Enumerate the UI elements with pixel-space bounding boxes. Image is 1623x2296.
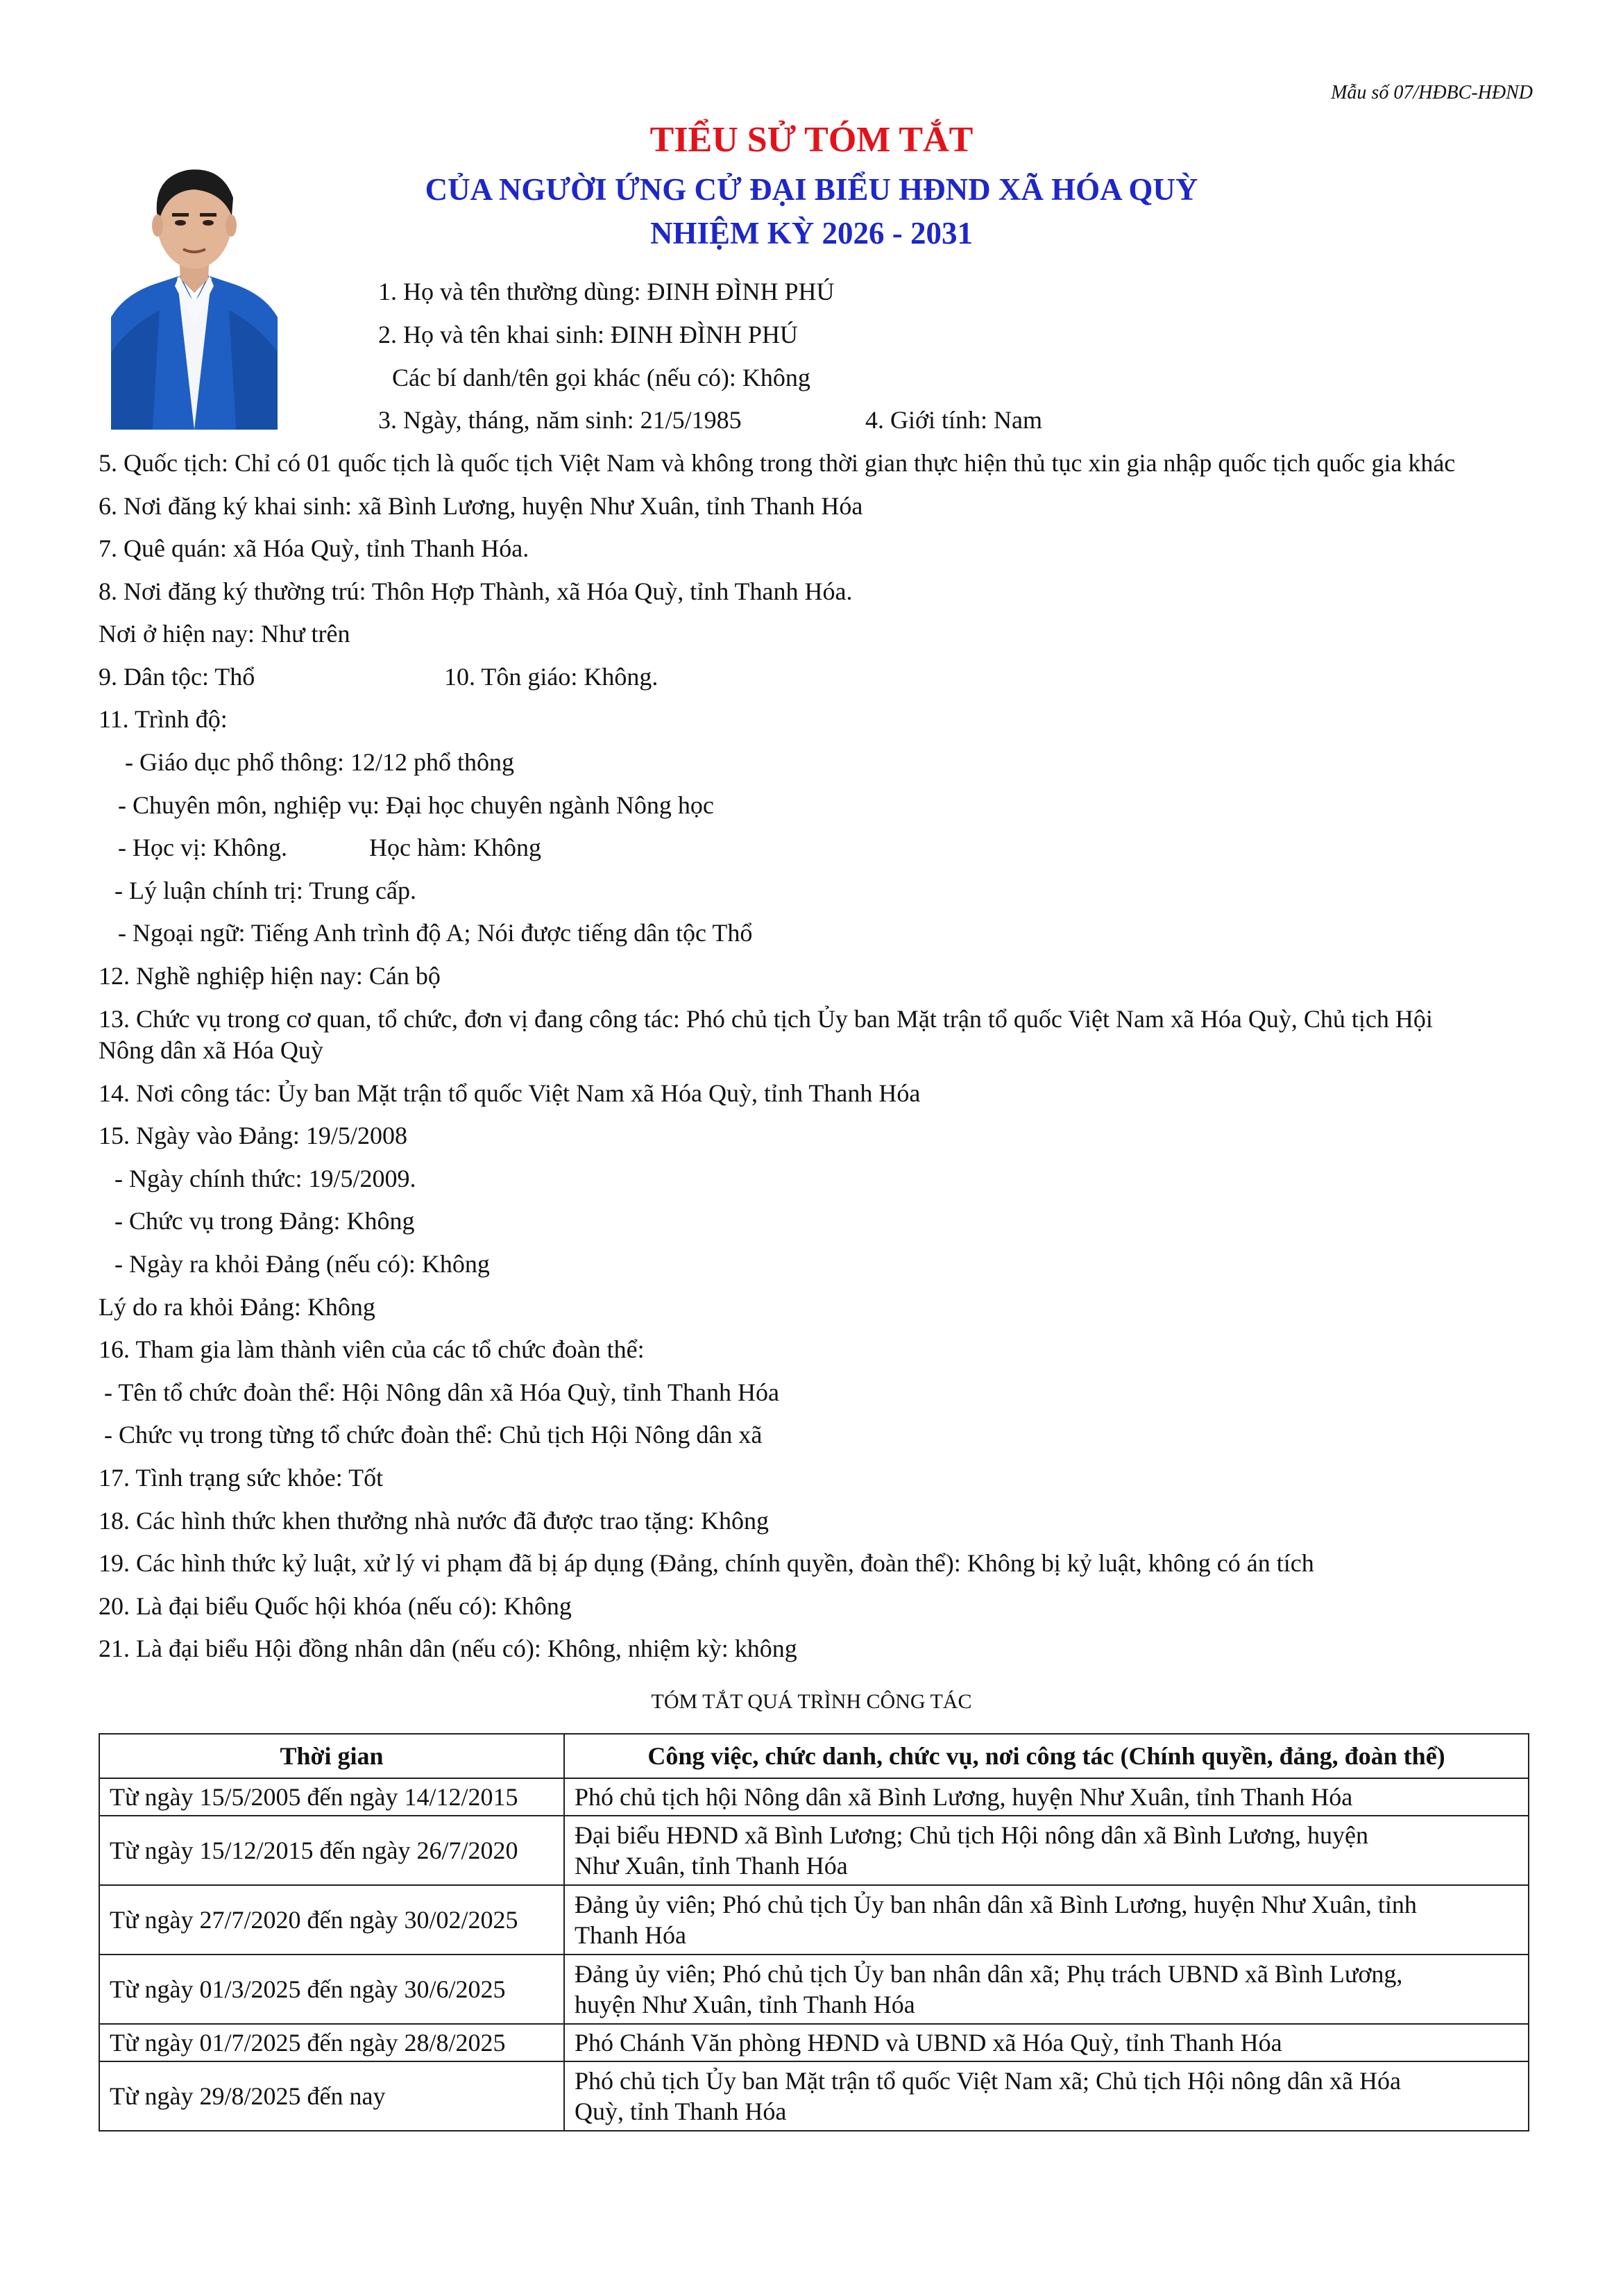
document-subtitle: CỦA NGƯỜI ỨNG CỬ ĐẠI BIỂU HĐND XÃ HÓA QUỲ [425,172,1198,207]
item-health: 17. Tình trạng sức khỏe: Tốt [99,1464,384,1492]
cell-duties-line: Quỳ, tỉnh Thanh Hóa [575,2097,787,2125]
table-row [99,2024,1529,2061]
form-code: Mẫu số 07/HĐBC-HĐND [1331,82,1533,103]
cell-duties [564,1885,1529,1955]
item-party-join-date: 15. Ngày vào Đảng: 19/5/2008 [99,1122,407,1149]
item-birth-name: 2. Họ và tên khai sinh: ĐINH ĐÌNH PHÚ [378,321,798,348]
cell-duties-line: Đại biểu HĐND xã Bình Lương; Chủ tịch Hội nông dân xã Bình Lương, huyện [575,1821,1368,1849]
table-row [99,1955,1529,2024]
cell-duties [564,1955,1529,2024]
item-political-theory: - Lý luận chính trị: Trung cấp. [114,877,416,904]
item-party-leave-date: - Ngày ra khỏi Đảng (nếu có): Không [114,1250,490,1278]
item-education-heading: 11. Trình độ: [99,705,228,733]
cell-duties-line: Đảng ủy viên; Phó chủ tịch Ủy ban nhân dân xã Bình Lương, huyện Như Xuân, tỉnh [575,1891,1417,1918]
item-gender: 4. Giới tính: Nam [865,406,1043,434]
item-position: 13. Chức vụ trong cơ quan, tổ chức, đơn vị đang công tác: Phó chủ tịch Ủy ban Mặt trận tổ quốc Việt Nam xã Hóa Quỳ, Chủ tịch Hội [99,1005,1433,1033]
item-people-council: 21. Là đại biểu Hội đồng nhân dân (nếu có): Không, nhiệm kỳ: không [99,1635,797,1662]
item-profession: - Chuyên môn, nghiệp vụ: Đại học chuyên ngành Nông học [118,791,714,819]
item-national-assembly: 20. Là đại biểu Quốc hội khóa (nếu có): Không [99,1592,572,1620]
item-party-official-date: - Ngày chính thức: 19/5/2009. [114,1165,416,1192]
item-party-position: - Chức vụ trong Đảng: Không [114,1207,415,1235]
cell-duties-line: Phó Chánh Văn phòng HĐND và UBND xã Hóa Quỳ, tỉnh Thanh Hóa [575,2029,1282,2057]
item-organization-position: - Chức vụ trong từng tổ chức đoàn thể: Chủ tịch Hội Nông dân xã [104,1421,763,1449]
item-general-education: - Giáo dục phổ thông: 12/12 phổ thông [125,748,514,776]
item-religion: 10. Tôn giáo: Không. [444,663,658,691]
document-title: TIỂU SỬ TÓM TẮT [649,120,974,160]
item-birth-date: 3. Ngày, tháng, năm sinh: 21/5/1985 [378,406,742,434]
item-discipline: 19. Các hình thức kỷ luật, xử lý vi phạm đã bị áp dụng (Đảng, chính quyền, đoàn thể): Không bị kỷ luật, không có án tích [99,1549,1314,1577]
item-current-residence: Nơi ở hiện nay: Như trên [99,620,350,648]
header-period: Thời gian [99,1734,564,1778]
cell-duties-line: huyện Như Xuân, tỉnh Thanh Hóa [575,1991,915,2018]
item-foreign-language: - Ngoại ngữ: Tiếng Anh trình độ A; Nói được tiếng dân tộc Thổ [118,919,753,947]
table-row [99,1778,1529,1816]
cell-period: Từ ngày 29/8/2025 đến nay [99,2061,564,2131]
cell-period: Từ ngày 15/5/2005 đến ngày 14/12/2015 [99,1778,564,1816]
cell-duties-line: Đảng ủy viên; Phó chủ tịch Ủy ban nhân dân xã; Phụ trách UBND xã Bình Lương, [575,1960,1403,1988]
work-history-table [99,1733,1529,2132]
item-nationality: 5. Quốc tịch: Chỉ có 01 quốc tịch là quốc tịch Việt Nam và không trong thời gian thực hiện thủ tục xin gia nhập quốc tịch quốc gia khác [99,449,1456,477]
cell-duties-line: Phó chủ tịch Ủy ban Mặt trận tổ quốc Việt Nam xã; Chủ tịch Hội nông dân xã Hóa [575,2067,1401,2095]
table-row [99,1885,1529,1955]
item-degree: - Học vị: Không. [118,834,287,861]
cell-duties [564,2061,1529,2131]
cell-period: Từ ngày 01/7/2025 đến ngày 28/8/2025 [99,2024,564,2061]
cell-duties [564,1778,1529,1816]
cell-duties [564,2024,1529,2061]
header-duties: Công việc, chức danh, chức vụ, nơi công tác (Chính quyền, đảng, đoàn thể) [564,1734,1529,1778]
item-position-cont: Nông dân xã Hóa Quỳ [99,1036,323,1064]
cell-duties [564,1816,1529,1885]
item-birth-registration: 6. Nơi đăng ký khai sinh: xã Bình Lương, huyện Như Xuân, tỉnh Thanh Hóa [99,492,863,520]
item-permanent-residence: 8. Nơi đăng ký thường trú: Thôn Hợp Thành, xã Hóa Quỳ, tỉnh Thanh Hóa. [99,577,853,605]
item-common-name: 1. Họ và tên thường dùng: ĐINH ĐÌNH PHÚ [378,278,835,305]
term-title: NHIỆM KỲ 2026 - 2031 [650,216,973,251]
item-ethnicity: 9. Dân tộc: Thổ [99,663,255,691]
cell-period: Từ ngày 15/12/2015 đến ngày 26/7/2020 [99,1816,564,1885]
item-organizations-heading: 16. Tham gia làm thành viên của các tổ chức đoàn thể: [99,1335,645,1363]
item-awards: 18. Các hình thức khen thưởng nhà nước đã được trao tặng: Không [99,1507,769,1535]
cell-period: Từ ngày 27/7/2020 đến ngày 30/02/2025 [99,1885,564,1955]
table-header-row [99,1734,1529,1778]
work-history-title: TÓM TẮT QUÁ TRÌNH CÔNG TÁC [651,1690,972,1713]
cell-duties-line: Phó chủ tịch hội Nông dân xã Bình Lương, huyện Như Xuân, tỉnh Thanh Hóa [575,1783,1353,1811]
table-row [99,1816,1529,1885]
item-hometown: 7. Quê quán: xã Hóa Quỳ, tỉnh Thanh Hóa. [99,534,529,562]
item-organization-name: - Tên tổ chức đoàn thể: Hội Nông dân xã Hóa Quỳ, tỉnh Thanh Hóa [104,1378,779,1406]
cell-duties-line: Thanh Hóa [575,1921,686,1949]
item-workplace: 14. Nơi công tác: Ủy ban Mặt trận tổ quốc Việt Nam xã Hóa Quỳ, tỉnh Thanh Hóa [99,1079,921,1107]
item-academic-rank: Học hàm: Không [369,834,541,861]
item-party-leave-reason: Lý do ra khỏi Đảng: Không [99,1293,375,1321]
table-row [99,2061,1529,2131]
item-aliases: Các bí danh/tên gọi khác (nếu có): Không [392,364,810,391]
item-occupation: 12. Nghề nghiệp hiện nay: Cán bộ [99,962,441,990]
cell-period: Từ ngày 01/3/2025 đến ngày 30/6/2025 [99,1955,564,2024]
cell-duties-line: Như Xuân, tỉnh Thanh Hóa [575,1852,848,1880]
